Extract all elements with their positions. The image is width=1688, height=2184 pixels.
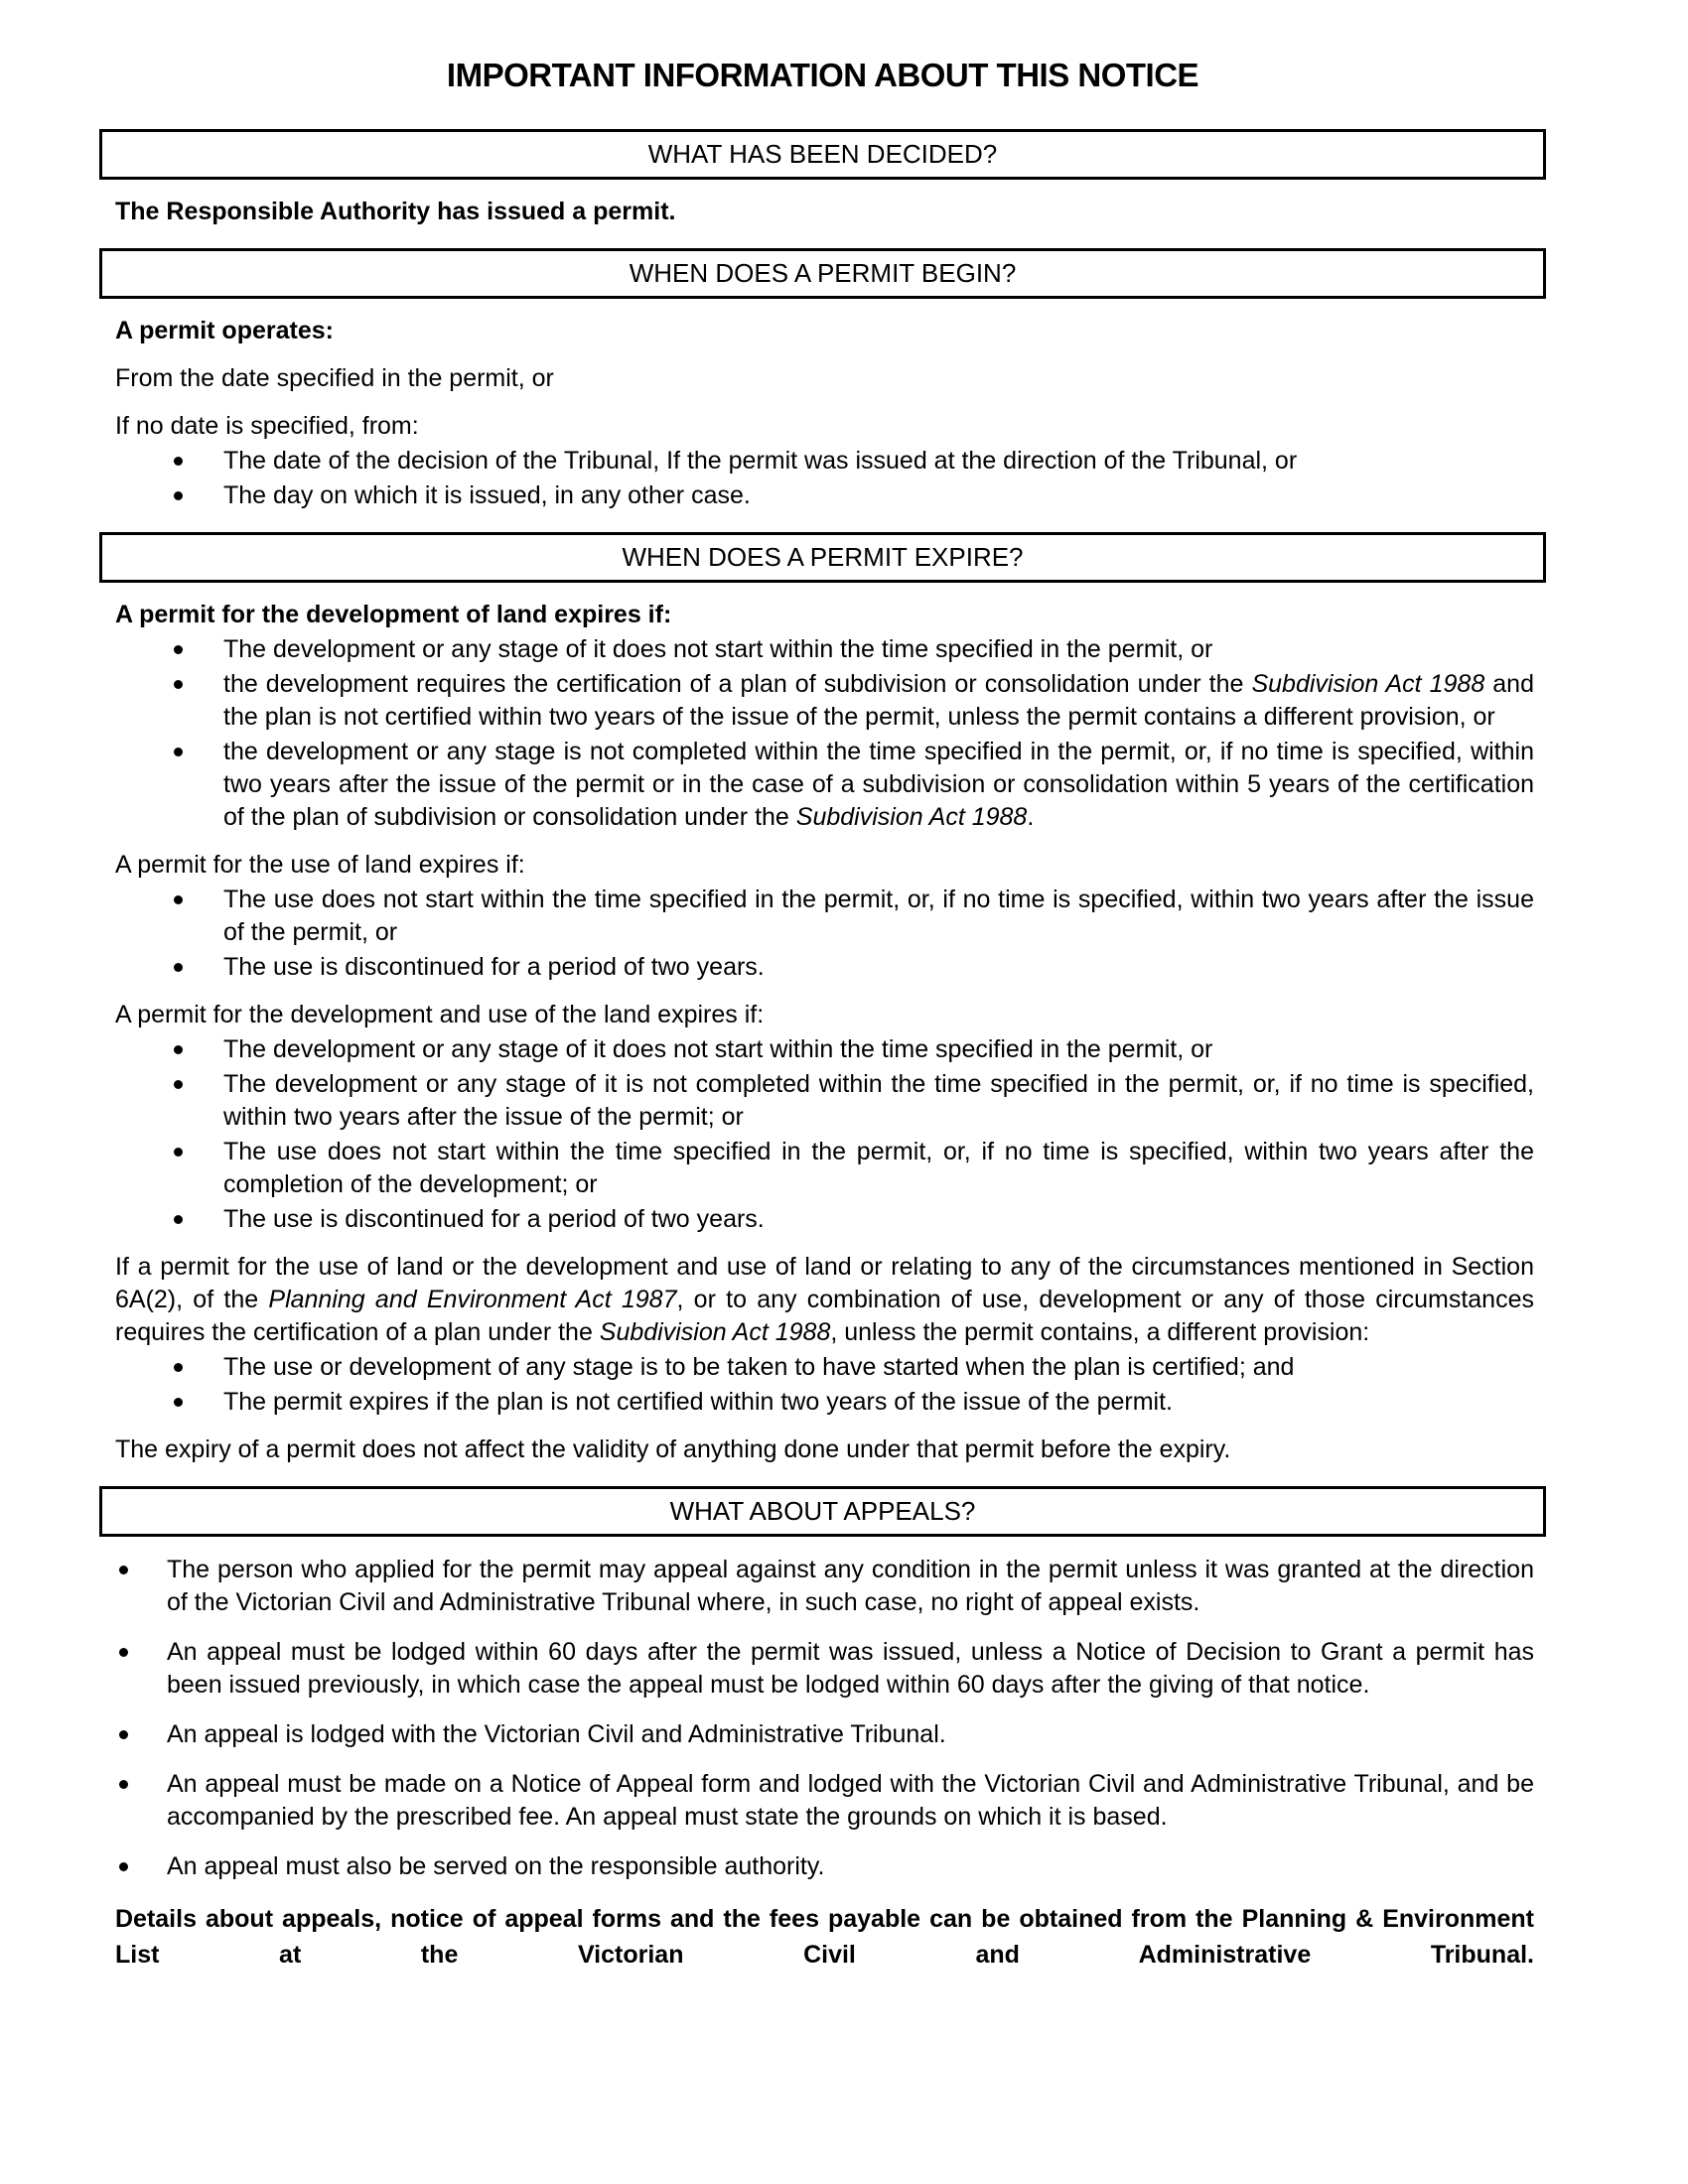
begin-from-date: From the date specified in the permit, or [115, 364, 554, 392]
bullet-icon [174, 1215, 183, 1224]
expire-development-bullet-text: the development requires the certification of a plan of subdivision or consolidation under the Subdivision Act 1988 and the plan is not certified within two years of the issue of the permit, unless the permit contains a different provision, or [223, 670, 1534, 731]
expire-dev-use-bullet-item [99, 1068, 1546, 1134]
bullet-icon [174, 1148, 183, 1157]
expire-certification-bullet-text: The use or development of any stage is to be taken to have started when the plan is certified; and [223, 1353, 1295, 1381]
bullet-icon [174, 963, 183, 972]
appeals-bullet-text: The person who applied for the permit may appeal against any condition in the permit unless it was granted at the direction of the Victorian Civil and Administrative Tribunal where, in such case, no right of appeal exists. [167, 1556, 1534, 1616]
act-name-italic: Planning and Environment Act 1987 [268, 1286, 677, 1313]
appeals-bullet-text: An appeal is lodged with the Victorian Civil and Administrative Tribunal. [167, 1720, 946, 1748]
expire-dev-use-bullet-text: The development or any stage of it does not start within the time specified in the permit, or [223, 1035, 1213, 1063]
appeals-bullet-item [99, 1636, 1546, 1702]
expire-dev-use-bullet-item [99, 1033, 1546, 1066]
expire-dev-use-bullet-text: The use does not start within the time specified in the permit, or, if no time is specified, within two years after the completion of the development; or [223, 1138, 1534, 1198]
expire-use-bullet-item [99, 884, 1546, 949]
expire-development-bullet-item [99, 668, 1546, 734]
expire-certification-bullet-item [99, 1351, 1546, 1384]
expire-expiry-note: The expiry of a permit does not affect the validity of anything done under that permit before the expiry. [115, 1435, 1231, 1463]
appeals-details-paragraph: Details about appeals, notice of appeal forms and the fees payable can be obtained from the Planning & Environment List at the Victorian Civil and Administrative Tribunal. [115, 1905, 1534, 1969]
bullet-icon [174, 895, 183, 904]
begin-bullet-item [99, 479, 1546, 512]
expire-development-intro: A permit for the development of land expires if: [115, 601, 672, 628]
bullet-icon [174, 1363, 183, 1372]
expire-dev-use-bullet-text: The development or any stage of it is not completed within the time specified in the permit, or, if no time is specified, within two years after the issue of the permit; or [223, 1070, 1534, 1131]
bullet-icon [174, 1045, 183, 1054]
begin-bullet-text: The day on which it is issued, in any other case. [223, 481, 751, 509]
bullet-icon [174, 1398, 183, 1407]
expire-use-bullet-item [99, 951, 1546, 984]
expire-dev-use-bullet-text: The use is discontinued for a period of two years. [223, 1205, 765, 1233]
bullet-icon [119, 1566, 128, 1574]
begin-no-date: If no date is specified, from: [115, 412, 419, 440]
act-name-italic: Subdivision Act 1988 [795, 803, 1028, 831]
begin-intro: A permit operates: [115, 317, 334, 344]
begin-bullet-item [99, 445, 1546, 478]
expire-certification-paragraph: If a permit for the use of land or the development and use of land or relating to any of the circumstances mentioned in Section 6A(2), of the Planning and Environment Act 1987, or to any combination of use, development or any of those circumstances requires the certification of a plan under the Subdivision Act 1988, unless the permit contains, a different provision: [115, 1253, 1534, 1346]
section-header-decided-label: WHAT HAS BEEN DECIDED? [647, 139, 998, 169]
bullet-icon [174, 645, 183, 654]
document-title: IMPORTANT INFORMATION ABOUT THIS NOTICE [446, 57, 1199, 93]
expire-certification-bullet-item [99, 1386, 1546, 1419]
expire-development-bullet-text: The development or any stage of it does not start within the time specified in the permit, or [223, 635, 1213, 663]
bullet-icon [119, 1648, 128, 1657]
bullet-icon [119, 1862, 128, 1871]
section-header-expire-label: WHEN DOES A PERMIT EXPIRE? [622, 542, 1024, 572]
appeals-bullet-text: An appeal must be made on a Notice of Appeal form and lodged with the Victorian Civil and Administrative Tribunal, and be accompanied by the prescribed fee. An appeal must state the grounds on which it is based. [167, 1770, 1534, 1831]
bullet-icon [174, 680, 183, 689]
begin-bullet-text: The date of the decision of the Tribunal, If the permit was issued at the direction of the Tribunal, or [223, 447, 1298, 475]
expire-use-bullet-text: The use is discontinued for a period of two years. [223, 953, 765, 981]
appeals-bullet-text: An appeal must also be served on the responsible authority. [167, 1852, 825, 1880]
expire-development-bullet-text: the development or any stage is not completed within the time specified in the permit, or, if no time is specified, within two years after the issue of the permit or in the case of a subdivision or consolidation within 5 years of the certification of the plan of subdivision or consolidation under the Subdivision Act 1988. [223, 738, 1534, 831]
appeals-bullet-item [99, 1768, 1546, 1834]
appeals-bullet-text: An appeal must be lodged within 60 days after the permit was issued, unless a Notice of Decision to Grant a permit has been issued previously, in which case the appeal must be lodged within 60 days after the giving of that notice. [167, 1638, 1534, 1699]
bullet-icon [119, 1730, 128, 1739]
expire-dev-use-intro: A permit for the development and use of the land expires if: [115, 1001, 765, 1028]
bullet-icon [174, 491, 183, 500]
act-name-italic: Subdivision Act 1988 [1251, 670, 1485, 698]
section-header-begin-label: WHEN DOES A PERMIT BEGIN? [629, 258, 1017, 288]
section-header-appeals [99, 1486, 1546, 1537]
expire-certification-bullet-text: The permit expires if the plan is not certified within two years of the issue of the permit. [223, 1388, 1173, 1416]
bullet-icon [174, 748, 183, 756]
section-header-decided [99, 129, 1546, 180]
bullet-icon [119, 1780, 128, 1789]
expire-dev-use-bullet-item [99, 1136, 1546, 1201]
section-header-expire [99, 532, 1546, 583]
bullet-icon [174, 1080, 183, 1089]
appeals-bullet-item [99, 1718, 1546, 1751]
expire-dev-use-bullet-item [99, 1203, 1546, 1236]
bullet-icon [174, 457, 183, 466]
expire-use-bullet-text: The use does not start within the time specified in the permit, or, if no time is specified, within two years after the issue of the permit, or [223, 886, 1534, 946]
expire-use-intro: A permit for the use of land expires if: [115, 851, 525, 879]
decided-statement: The Responsible Authority has issued a permit. [115, 198, 676, 225]
act-name-italic: Subdivision Act 1988 [599, 1318, 831, 1346]
expire-development-bullet-item [99, 633, 1546, 666]
appeals-bullet-item [99, 1850, 1546, 1883]
section-header-begin [99, 248, 1546, 299]
appeals-bullet-item [99, 1554, 1546, 1619]
section-header-appeals-label: WHAT ABOUT APPEALS? [669, 1496, 976, 1526]
expire-development-bullet-item [99, 736, 1546, 834]
